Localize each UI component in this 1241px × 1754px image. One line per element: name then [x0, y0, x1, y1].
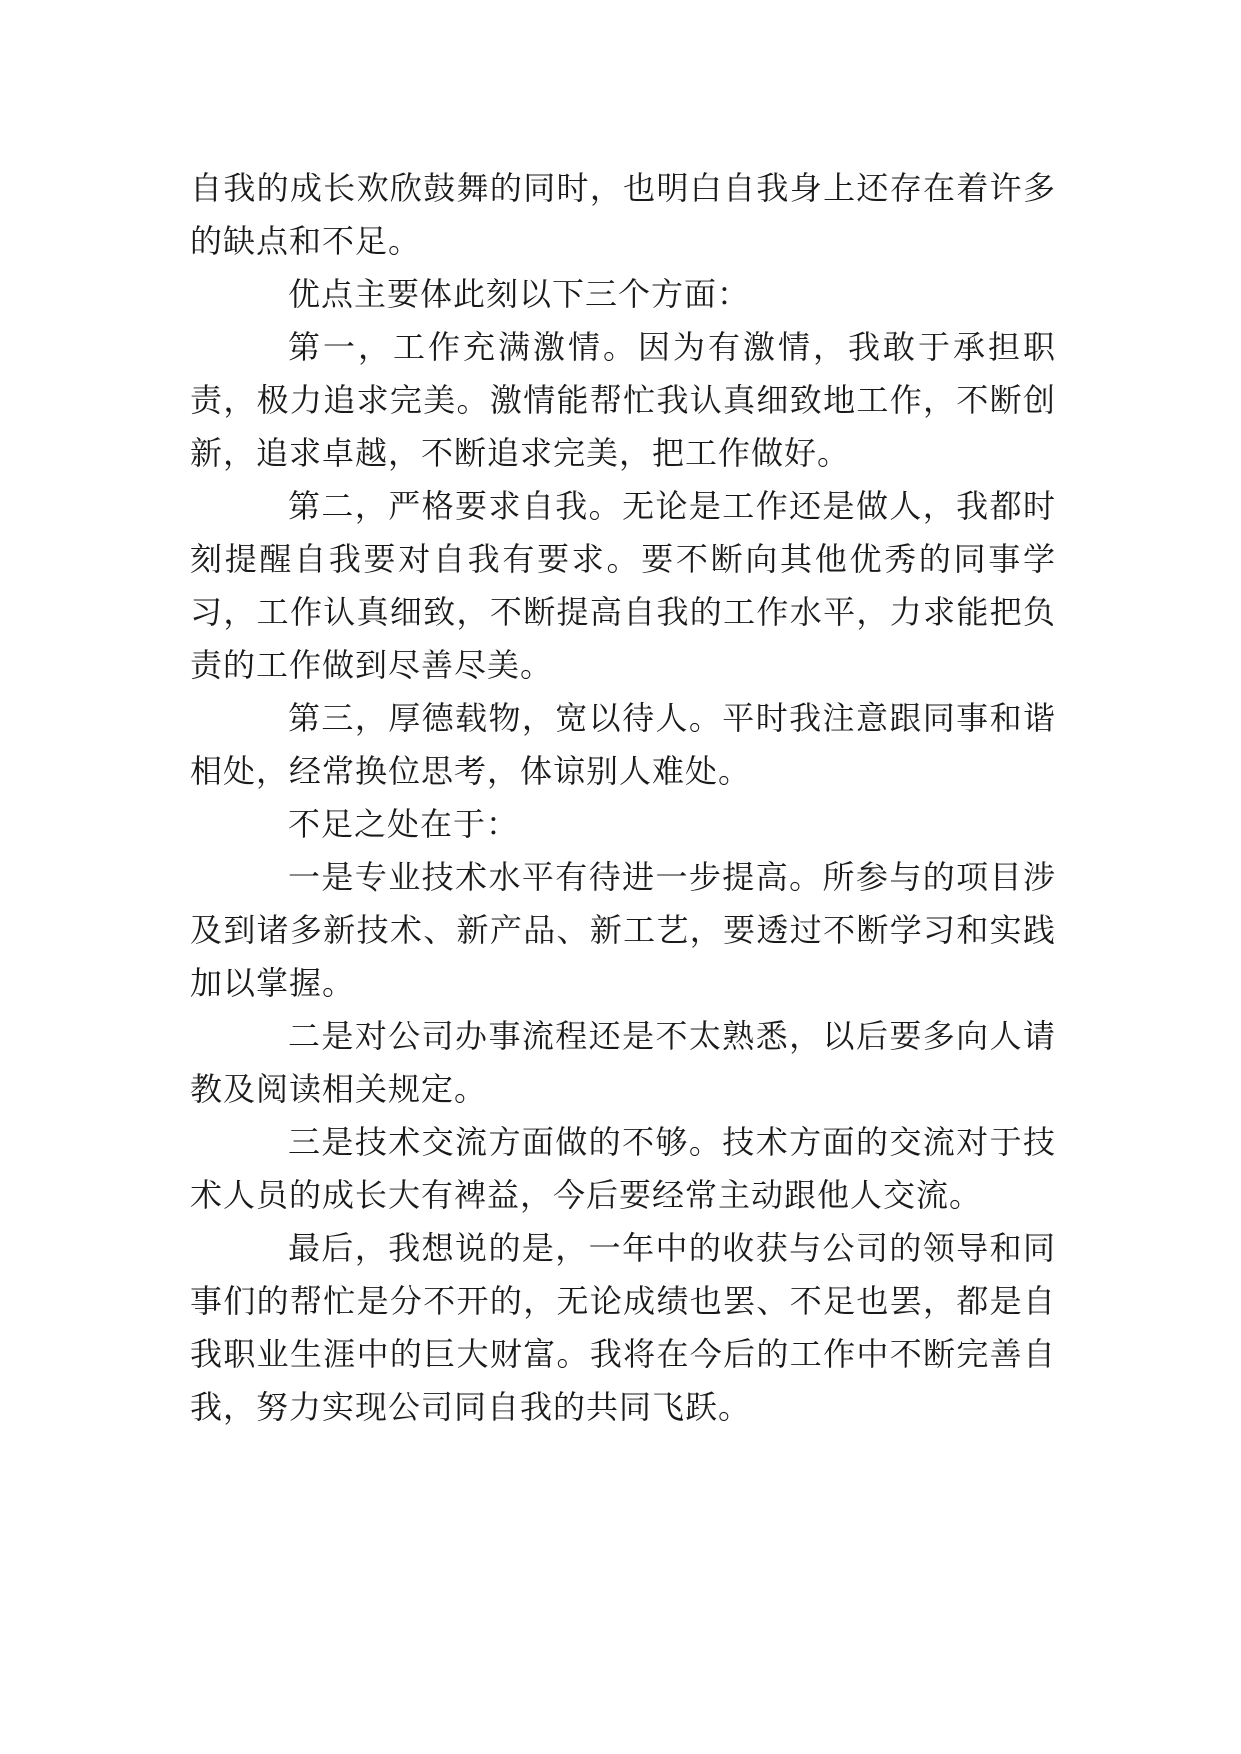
paragraph-weakness-3: 三是技术交流方面做的不够。技术方面的交流对于技术人员的成长大有裨益，今后要经常主动跟他人交流。	[190, 1123, 1056, 1214]
paragraph-conclusion: 最后，我想说的是，一年中的收获与公司的领导和同事们的帮忙是分不开的，无论成绩也罢、不足也罢，都是自我职业生涯中的巨大财富。我将在今后的工作中不断完善自我，努力实现公司同自我的共同飞跃。	[190, 1229, 1056, 1426]
document-body	[190, 162, 1056, 1434]
paragraph-weakness-2: 二是对公司办事流程还是不太熟悉，以后要多向人请教及阅读相关规定。	[190, 1017, 1056, 1108]
paragraph-continuation: 自我的成长欢欣鼓舞的同时，也明白自我身上还存在着许多的缺点和不足。	[190, 169, 1056, 260]
paragraph-strengths-intro: 优点主要体此刻以下三个方面：	[288, 275, 751, 313]
paragraph-strength-2: 第二，严格要求自我。无论是工作还是做人，我都时刻提醒自我要对自我有要求。要不断向其他优秀的同事学习，工作认真细致，不断提高自我的工作水平，力求能把负责的工作做到尽善尽美。	[190, 487, 1056, 684]
paragraph-strength-3: 第三，厚德载物，宽以待人。平时我注意跟同事和谐相处，经常换位思考，体谅别人难处。	[190, 699, 1056, 790]
paragraph-weakness-1: 一是专业技术水平有待进一步提高。所参与的项目涉及到诸多新技术、新产品、新工艺，要透过不断学习和实践加以掌握。	[190, 858, 1056, 1002]
paragraph-weaknesses-intro: 不足之处在于：	[288, 805, 520, 843]
paragraph-strength-1: 第一，工作充满激情。因为有激情，我敢于承担职责，极力追求完美。激情能帮忙我认真细致地工作，不断创新，追求卓越，不断追求完美，把工作做好。	[190, 328, 1056, 472]
